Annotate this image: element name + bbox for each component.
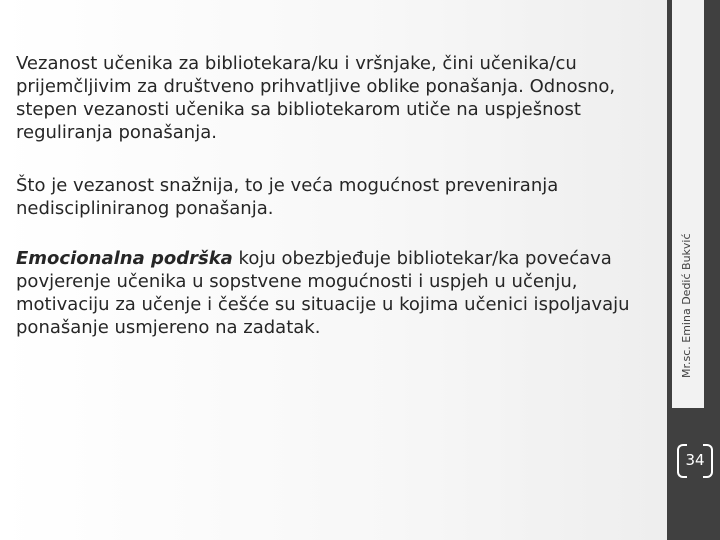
page-number-box	[667, 436, 720, 486]
emphasis-emotional-support: Emocionalna podrška	[16, 248, 233, 269]
author-credit: Mr.sc. Emina Dedić Bukvić	[680, 233, 693, 378]
slide-body	[16, 52, 656, 339]
page-number: 34	[685, 451, 705, 469]
paragraph-emotional-support-text: koju obezbjeđuje bibliotekar/ka povećava povjerenje učenika u sopstvene mogućnosti i uspjeh u učenju, motivaciju za učenje i češće su situacije u kojima učenici ispoljavaju ponašanje usmjereno na zadatak.	[16, 248, 630, 338]
paragraph-emotional-support	[16, 247, 656, 339]
paragraph-prevention: Što je vezanost snažnija, to je veća mogućnost preveniranja nediscipliniranog ponašanja.	[16, 175, 559, 219]
paragraph-attachment: Vezanost učenika za bibliotekara/ku i vršnjake, čini učenika/cu prijemčljivim za društveno prihvatljive oblike ponašanja. Odnosno, stepen vezanosti učenika sa bibliotekarom utiče na uspješnost reguliranja ponašanja.	[16, 53, 616, 143]
